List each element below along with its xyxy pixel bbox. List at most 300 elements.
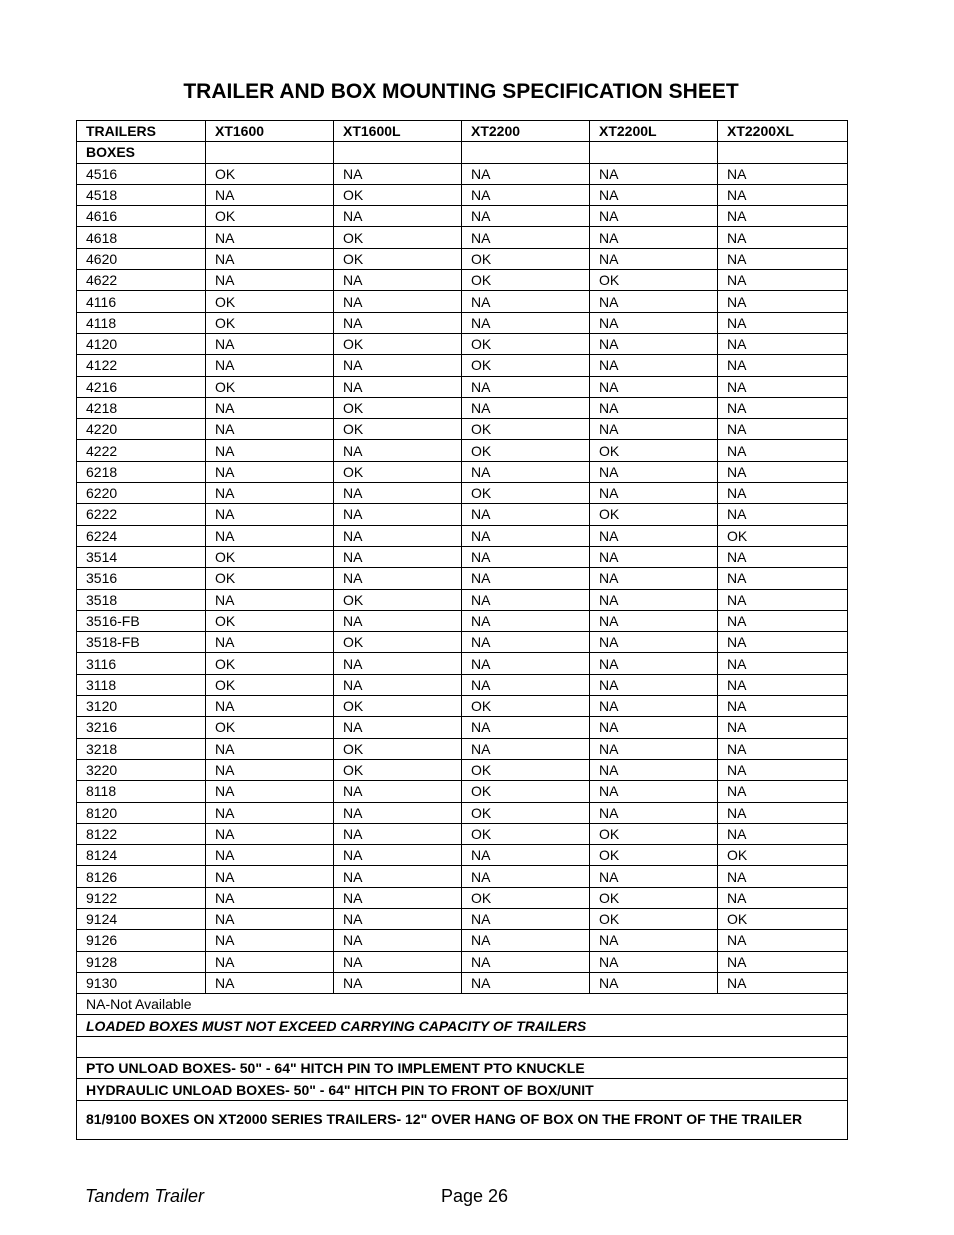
compatibility-cell: NA [718, 546, 848, 567]
box-model-cell: 3218 [77, 738, 206, 759]
compatibility-cell: NA [462, 674, 590, 695]
compatibility-cell: OK [590, 887, 718, 908]
box-model-cell: 4516 [77, 163, 206, 184]
box-model-cell: 3220 [77, 759, 206, 780]
compatibility-cell: NA [718, 291, 848, 312]
box-model-cell: 3216 [77, 717, 206, 738]
compatibility-cell: OK [462, 483, 590, 504]
box-model-cell: 3120 [77, 696, 206, 717]
compatibility-cell: NA [206, 972, 334, 993]
compatibility-cell: NA [718, 632, 848, 653]
compatibility-cell: NA [206, 951, 334, 972]
table-row [77, 291, 848, 312]
header-cell: TRAILERS [77, 121, 206, 142]
compatibility-cell: NA [718, 419, 848, 440]
header-cell: XT2200XL [718, 121, 848, 142]
compatibility-cell: NA [590, 696, 718, 717]
compatibility-cell: NA [590, 227, 718, 248]
box-model-cell: 3518-FB [77, 632, 206, 653]
box-model-cell: 8120 [77, 802, 206, 823]
compatibility-cell: NA [718, 312, 848, 333]
compatibility-cell: NA [334, 802, 462, 823]
compatibility-cell: NA [206, 887, 334, 908]
compatibility-cell: OK [206, 717, 334, 738]
box-model-cell: 4118 [77, 312, 206, 333]
compatibility-cell: NA [206, 333, 334, 354]
compatibility-cell: NA [462, 163, 590, 184]
compatibility-cell: NA [590, 781, 718, 802]
compatibility-cell: NA [462, 845, 590, 866]
compatibility-cell: NA [206, 738, 334, 759]
compatibility-cell: NA [462, 525, 590, 546]
box-model-cell: 4122 [77, 355, 206, 376]
compatibility-cell: NA [334, 972, 462, 993]
compatibility-cell: NA [206, 589, 334, 610]
box-model-cell: 6218 [77, 461, 206, 482]
compatibility-cell: OK [718, 908, 848, 929]
table-row [77, 610, 848, 631]
header-cell: XT1600L [334, 121, 462, 142]
table-row [77, 696, 848, 717]
compatibility-cell: NA [462, 206, 590, 227]
compatibility-cell: NA [718, 461, 848, 482]
table-row [77, 908, 848, 929]
compatibility-cell: NA [590, 248, 718, 269]
compatibility-cell: NA [718, 717, 848, 738]
compatibility-cell: NA [334, 504, 462, 525]
compatibility-cell: NA [334, 525, 462, 546]
compatibility-cell: NA [206, 483, 334, 504]
compatibility-cell: NA [590, 653, 718, 674]
compatibility-cell: NA [590, 972, 718, 993]
compatibility-cell: NA [590, 759, 718, 780]
box-model-cell: 8126 [77, 866, 206, 887]
compatibility-cell: NA [590, 738, 718, 759]
compatibility-cell: NA [462, 397, 590, 418]
compatibility-cell: NA [462, 908, 590, 929]
compatibility-cell: OK [334, 696, 462, 717]
box-model-cell: 4120 [77, 333, 206, 354]
compatibility-cell: OK [462, 440, 590, 461]
compatibility-cell: NA [718, 355, 848, 376]
compatibility-cell: NA [590, 355, 718, 376]
compatibility-cell: NA [718, 610, 848, 631]
compatibility-cell: NA [590, 568, 718, 589]
compatibility-cell: NA [462, 866, 590, 887]
compatibility-cell: NA [462, 610, 590, 631]
compatibility-cell: NA [718, 738, 848, 759]
boxes-label-row [77, 142, 848, 163]
compatibility-cell: NA [718, 589, 848, 610]
empty-cell [590, 142, 718, 163]
compatibility-cell: NA [334, 717, 462, 738]
table-row [77, 802, 848, 823]
box-model-cell: 8122 [77, 823, 206, 844]
compatibility-cell: OK [334, 397, 462, 418]
spec-table [76, 120, 848, 1140]
compatibility-cell: OK [206, 653, 334, 674]
compatibility-cell: OK [206, 312, 334, 333]
table-row [77, 759, 848, 780]
box-model-cell: 9126 [77, 930, 206, 951]
compatibility-cell: NA [462, 312, 590, 333]
compatibility-cell: OK [206, 610, 334, 631]
compatibility-cell: NA [590, 419, 718, 440]
table-row [77, 397, 848, 418]
table-row [77, 376, 848, 397]
note-row [77, 1079, 848, 1100]
compatibility-cell: NA [206, 759, 334, 780]
compatibility-cell: NA [462, 546, 590, 567]
compatibility-cell: NA [718, 781, 848, 802]
table-row [77, 525, 848, 546]
compatibility-cell: NA [462, 930, 590, 951]
compatibility-cell: NA [206, 248, 334, 269]
compatibility-cell: NA [334, 674, 462, 695]
compatibility-cell: NA [590, 717, 718, 738]
compatibility-cell: NA [334, 930, 462, 951]
compatibility-cell: OK [334, 589, 462, 610]
compatibility-cell: OK [206, 291, 334, 312]
hydraulic-unload-note: HYDRAULIC UNLOAD BOXES- 50" - 64" HITCH PIN TO FRONT OF BOX/UNIT [77, 1079, 848, 1100]
box-model-cell: 9130 [77, 972, 206, 993]
compatibility-cell: NA [462, 291, 590, 312]
compatibility-cell: NA [334, 440, 462, 461]
compatibility-cell: NA [718, 227, 848, 248]
compatibility-cell: NA [718, 163, 848, 184]
compatibility-cell: NA [590, 802, 718, 823]
box-model-cell: 4622 [77, 270, 206, 291]
compatibility-cell: NA [590, 610, 718, 631]
compatibility-cell: NA [334, 568, 462, 589]
compatibility-cell: OK [590, 823, 718, 844]
box-model-cell: 4518 [77, 184, 206, 205]
compatibility-cell: NA [206, 504, 334, 525]
compatibility-cell: NA [590, 589, 718, 610]
na-legend: NA-Not Available [77, 994, 848, 1015]
compatibility-cell: OK [462, 355, 590, 376]
compatibility-cell: OK [462, 333, 590, 354]
compatibility-cell: NA [718, 972, 848, 993]
compatibility-cell: NA [206, 696, 334, 717]
compatibility-cell: NA [718, 376, 848, 397]
compatibility-cell: NA [206, 781, 334, 802]
overhang-note: 81/9100 BOXES ON XT2000 SERIES TRAILERS- 12" OVER HANG OF BOX ON THE FRONT OF THE TRAILER [77, 1100, 848, 1139]
table-row [77, 653, 848, 674]
compatibility-cell: NA [718, 866, 848, 887]
compatibility-cell: NA [206, 866, 334, 887]
compatibility-cell: NA [334, 291, 462, 312]
table-row [77, 355, 848, 376]
compatibility-cell: NA [462, 568, 590, 589]
compatibility-cell: NA [718, 270, 848, 291]
compatibility-cell: NA [718, 653, 848, 674]
note-row [77, 1015, 848, 1036]
compatibility-cell: NA [590, 632, 718, 653]
compatibility-cell: NA [718, 930, 848, 951]
compatibility-cell: NA [590, 397, 718, 418]
box-model-cell: 4216 [77, 376, 206, 397]
table-row [77, 972, 848, 993]
table-row [77, 546, 848, 567]
compatibility-cell: NA [206, 419, 334, 440]
compatibility-cell: NA [718, 674, 848, 695]
compatibility-cell: NA [462, 184, 590, 205]
table-row [77, 333, 848, 354]
note-row [77, 994, 848, 1015]
box-model-cell: 3118 [77, 674, 206, 695]
compatibility-cell: NA [590, 951, 718, 972]
table-row [77, 419, 848, 440]
compatibility-cell: NA [206, 184, 334, 205]
compatibility-cell: OK [462, 823, 590, 844]
compatibility-cell: NA [334, 653, 462, 674]
compatibility-cell: NA [590, 546, 718, 567]
table-row [77, 674, 848, 695]
compatibility-cell: OK [718, 845, 848, 866]
table-row [77, 738, 848, 759]
table-row [77, 951, 848, 972]
compatibility-cell: NA [718, 184, 848, 205]
table-row [77, 589, 848, 610]
compatibility-cell: NA [334, 376, 462, 397]
compatibility-cell: NA [334, 610, 462, 631]
compatibility-cell: NA [206, 461, 334, 482]
table-row [77, 717, 848, 738]
box-model-cell: 6222 [77, 504, 206, 525]
compatibility-cell: NA [590, 525, 718, 546]
compatibility-cell: NA [718, 568, 848, 589]
compatibility-cell: OK [206, 674, 334, 695]
compatibility-cell: OK [462, 802, 590, 823]
table-row [77, 568, 848, 589]
compatibility-cell: NA [462, 461, 590, 482]
table-row [77, 440, 848, 461]
table-row [77, 312, 848, 333]
box-model-cell: 3518 [77, 589, 206, 610]
box-model-cell: 9124 [77, 908, 206, 929]
compatibility-cell: NA [462, 972, 590, 993]
compatibility-cell: NA [718, 440, 848, 461]
note-row [77, 1036, 848, 1057]
notes-section [77, 994, 848, 1139]
compatibility-cell: NA [206, 845, 334, 866]
compatibility-cell: NA [462, 504, 590, 525]
table-row [77, 887, 848, 908]
compatibility-cell: NA [590, 930, 718, 951]
compatibility-cell: OK [590, 908, 718, 929]
compatibility-cell: NA [590, 333, 718, 354]
header-row [77, 121, 848, 142]
box-model-cell: 8118 [77, 781, 206, 802]
box-model-cell: 3116 [77, 653, 206, 674]
empty-cell [718, 142, 848, 163]
compatibility-cell: NA [334, 823, 462, 844]
compatibility-cell: NA [206, 355, 334, 376]
table-row [77, 930, 848, 951]
box-model-cell: 4218 [77, 397, 206, 418]
compatibility-cell: NA [590, 461, 718, 482]
compatibility-cell: NA [334, 887, 462, 908]
compatibility-cell: NA [206, 930, 334, 951]
compatibility-cell: OK [462, 781, 590, 802]
compatibility-cell: NA [334, 908, 462, 929]
compatibility-cell: OK [590, 440, 718, 461]
compatibility-cell: NA [462, 632, 590, 653]
compatibility-cell: OK [206, 163, 334, 184]
empty-cell [334, 142, 462, 163]
compatibility-cell: NA [462, 227, 590, 248]
compatibility-cell: OK [590, 845, 718, 866]
compatibility-cell: OK [462, 759, 590, 780]
compatibility-cell: NA [334, 206, 462, 227]
note-row [77, 1058, 848, 1079]
header-cell: XT2200L [590, 121, 718, 142]
compatibility-cell: NA [334, 845, 462, 866]
compatibility-cell: OK [718, 525, 848, 546]
compatibility-cell: OK [590, 270, 718, 291]
compatibility-cell: NA [334, 951, 462, 972]
box-model-cell: 4116 [77, 291, 206, 312]
compatibility-cell: NA [462, 653, 590, 674]
compatibility-cell: NA [462, 376, 590, 397]
empty-cell [206, 142, 334, 163]
compatibility-cell: NA [334, 483, 462, 504]
box-model-cell: 3514 [77, 546, 206, 567]
compatibility-cell: NA [206, 440, 334, 461]
header-cell: XT2200 [462, 121, 590, 142]
box-model-cell: 8124 [77, 845, 206, 866]
compatibility-cell: NA [718, 802, 848, 823]
table-row [77, 823, 848, 844]
compatibility-cell: OK [334, 333, 462, 354]
compatibility-cell: NA [718, 951, 848, 972]
compatibility-cell: OK [334, 738, 462, 759]
compatibility-cell: NA [206, 270, 334, 291]
compatibility-cell: OK [206, 376, 334, 397]
compatibility-cell: NA [334, 546, 462, 567]
empty-cell [462, 142, 590, 163]
table-row [77, 504, 848, 525]
box-model-cell: 9128 [77, 951, 206, 972]
table-row [77, 248, 848, 269]
box-model-cell: 4620 [77, 248, 206, 269]
compatibility-cell: NA [718, 887, 848, 908]
header-cell: XT1600 [206, 121, 334, 142]
boxes-label: BOXES [77, 142, 206, 163]
compatibility-cell: NA [718, 206, 848, 227]
compatibility-cell: NA [334, 312, 462, 333]
box-model-cell: 3516-FB [77, 610, 206, 631]
box-model-cell: 6224 [77, 525, 206, 546]
compatibility-cell: NA [590, 291, 718, 312]
compatibility-cell: NA [334, 355, 462, 376]
page-number: Page 26 [441, 1186, 509, 1206]
compatibility-cell: OK [206, 546, 334, 567]
compatibility-cell: OK [590, 504, 718, 525]
compatibility-cell: OK [334, 419, 462, 440]
compatibility-cell: NA [590, 376, 718, 397]
box-model-cell: 4618 [77, 227, 206, 248]
compatibility-cell: NA [206, 908, 334, 929]
compatibility-cell: NA [718, 759, 848, 780]
compatibility-cell: NA [590, 483, 718, 504]
box-model-cell: 4220 [77, 419, 206, 440]
table-row [77, 184, 848, 205]
compatibility-cell: OK [206, 568, 334, 589]
table-body [77, 121, 848, 994]
table-row [77, 781, 848, 802]
compatibility-cell: NA [206, 823, 334, 844]
compatibility-cell: NA [718, 696, 848, 717]
compatibility-cell: OK [462, 419, 590, 440]
table-row [77, 632, 848, 653]
capacity-warning: LOADED BOXES MUST NOT EXCEED CARRYING CAPACITY OF TRAILERS [77, 1015, 848, 1036]
table-row [77, 845, 848, 866]
table-row [77, 866, 848, 887]
table-row [77, 483, 848, 504]
compatibility-cell: OK [462, 248, 590, 269]
compatibility-cell: OK [462, 887, 590, 908]
compatibility-cell: NA [334, 163, 462, 184]
compatibility-cell: NA [718, 823, 848, 844]
compatibility-cell: NA [334, 866, 462, 887]
compatibility-cell: NA [206, 802, 334, 823]
compatibility-cell: OK [462, 270, 590, 291]
compatibility-cell: OK [206, 206, 334, 227]
box-model-cell: 6220 [77, 483, 206, 504]
table-row [77, 270, 848, 291]
compatibility-cell: NA [718, 504, 848, 525]
compatibility-cell: NA [334, 270, 462, 291]
compatibility-cell: NA [334, 781, 462, 802]
box-model-cell: 3516 [77, 568, 206, 589]
compatibility-cell: NA [206, 397, 334, 418]
empty-note-row [77, 1036, 848, 1057]
compatibility-cell: NA [718, 483, 848, 504]
compatibility-cell: NA [718, 397, 848, 418]
compatibility-cell: NA [206, 227, 334, 248]
table-row [77, 163, 848, 184]
compatibility-cell: OK [334, 461, 462, 482]
compatibility-cell: NA [206, 632, 334, 653]
compatibility-cell: NA [462, 951, 590, 972]
compatibility-cell: OK [334, 227, 462, 248]
compatibility-cell: NA [590, 184, 718, 205]
compatibility-cell: NA [590, 312, 718, 333]
box-model-cell: 4616 [77, 206, 206, 227]
table-row [77, 461, 848, 482]
pto-unload-note: PTO UNLOAD BOXES- 50" - 64" HITCH PIN TO IMPLEMENT PTO KNUCKLE [77, 1058, 848, 1079]
page-title: TRAILER AND BOX MOUNTING SPECIFICATION SHEET [183, 80, 739, 103]
compatibility-cell: NA [590, 163, 718, 184]
compatibility-cell: NA [462, 589, 590, 610]
compatibility-cell: NA [462, 738, 590, 759]
compatibility-cell: NA [718, 248, 848, 269]
compatibility-cell: OK [334, 248, 462, 269]
box-model-cell: 4222 [77, 440, 206, 461]
compatibility-cell: NA [462, 717, 590, 738]
compatibility-cell: OK [334, 184, 462, 205]
compatibility-cell: NA [590, 866, 718, 887]
compatibility-cell: NA [718, 333, 848, 354]
compatibility-cell: OK [462, 696, 590, 717]
compatibility-cell: NA [590, 674, 718, 695]
compatibility-cell: NA [206, 525, 334, 546]
compatibility-cell: OK [334, 632, 462, 653]
table-row [77, 206, 848, 227]
compatibility-cell: NA [590, 206, 718, 227]
